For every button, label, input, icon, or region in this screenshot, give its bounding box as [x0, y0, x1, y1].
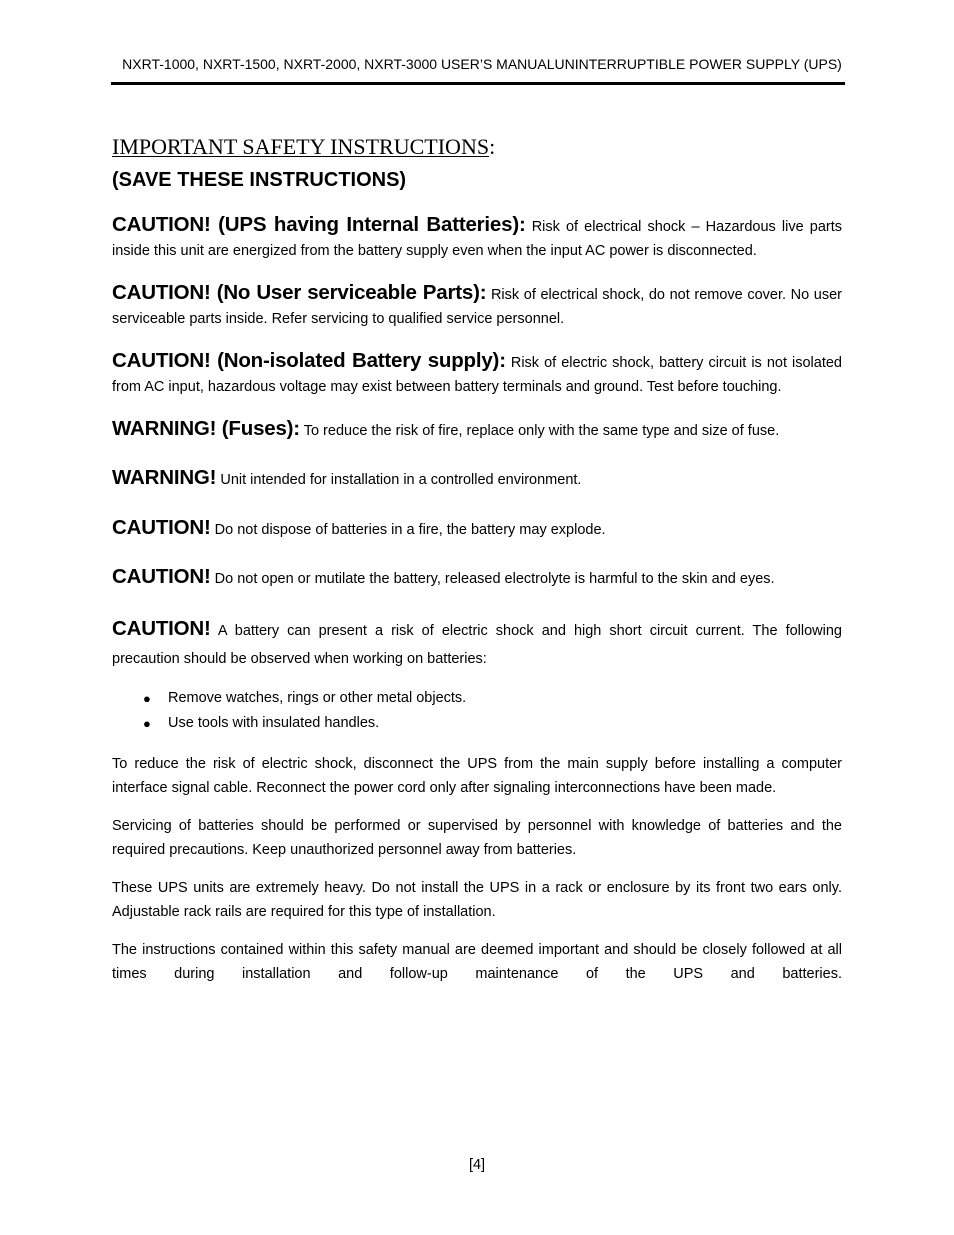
list-item	[112, 686, 842, 711]
notice-controlled-environment	[112, 466, 842, 492]
notice-label: CAUTION! (UPS having Internal Batteries):	[112, 213, 526, 236]
notice-dispose-fire	[112, 516, 842, 542]
running-header: NXRT-1000, NXRT-1500, NXRT-2000, NXRT-3000 USER’S MANUALUNINTERRUPTIBLE POWER SUPPLY (UPS)	[122, 56, 842, 72]
list-item-text: Remove watches, rings or other metal objects.	[168, 690, 467, 706]
notice-text: Do not open or mutilate the battery, released electrolyte is harmful to the skin and eyes.	[214, 571, 775, 587]
notice-text: Risk of electrical shock – Hazardous live parts inside this unit are energized from the battery supply even when the input AC power is disconnected.	[112, 219, 842, 259]
notice-label: WARNING!	[112, 466, 217, 489]
paragraph-instructions: The instructions contained within this safety manual are deemed important and should be closely followed at all times during installation and follow-up maintenance of the UPS and batteries.	[112, 942, 842, 982]
page-title-text: IMPORTANT SAFETY INSTRUCTIONS	[112, 134, 490, 159]
notice-text: A battery can present a risk of electric shock and high short circuit current. The following precaution should be observed when working on batteries:	[112, 623, 842, 667]
notice-text: Unit intended for installation in a controlled environment.	[220, 472, 582, 488]
page-title	[112, 131, 842, 163]
notice-battery-shock	[112, 615, 842, 673]
paragraph-servicing-batteries: Servicing of batteries should be performed or supervised by personnel with knowledge of batteries and the required precautions. Keep unauthorized personnel away from batteries.	[112, 818, 842, 858]
bullet-icon: ●	[143, 691, 151, 706]
notice-label: CAUTION! (No User serviceable Parts):	[112, 281, 487, 304]
notice-label: CAUTION!	[112, 516, 211, 539]
list-item-text: Use tools with insulated handles.	[168, 715, 380, 731]
notice-text: Risk of electric shock, battery circuit is not isolated from AC input, hazardous voltage may exist between battery terminals and ground. Test before touching.	[112, 355, 842, 395]
bullet-icon: ●	[143, 716, 151, 731]
paragraph-disconnect-ups: To reduce the risk of electric shock, disconnect the UPS from the main supply before installing a computer interface signal cable. Reconnect the power cord only after signaling interconnections have been made.	[112, 756, 842, 796]
notice-non-isolated-battery	[112, 349, 842, 399]
list-item	[112, 711, 842, 736]
page-number: [4]	[468, 1157, 486, 1173]
notice-label: CAUTION! (Non-isolated Battery supply):	[112, 349, 506, 372]
notice-text: To reduce the risk of fire, replace only with the same type and size of fuse.	[303, 423, 780, 439]
notice-label: WARNING! (Fuses):	[112, 417, 300, 440]
notice-label: CAUTION!	[112, 617, 211, 640]
notice-electrolyte	[112, 565, 842, 591]
notice-fuses	[112, 417, 842, 443]
precaution-list	[112, 686, 842, 736]
page-content	[112, 131, 842, 986]
notice-label: CAUTION!	[112, 565, 211, 588]
notice-text: Do not dispose of batteries in a fire, the battery may explode.	[214, 522, 606, 538]
paragraph-heavy-units: These UPS units are extremely heavy. Do not install the UPS in a rack or enclosure by its front two ears only. Adjustable rack rails are required for this type of installation.	[112, 880, 842, 920]
notice-internal-batteries	[112, 213, 842, 263]
notice-no-serviceable-parts	[112, 281, 842, 331]
notice-text: Risk of electrical shock, do not remove cover. No user serviceable parts inside. Refer servicing to qualified service personnel.	[112, 287, 842, 327]
page-title-colon: :	[489, 134, 496, 159]
page-subtitle: (SAVE THESE INSTRUCTIONS)	[112, 169, 407, 191]
header-rule	[111, 82, 845, 85]
